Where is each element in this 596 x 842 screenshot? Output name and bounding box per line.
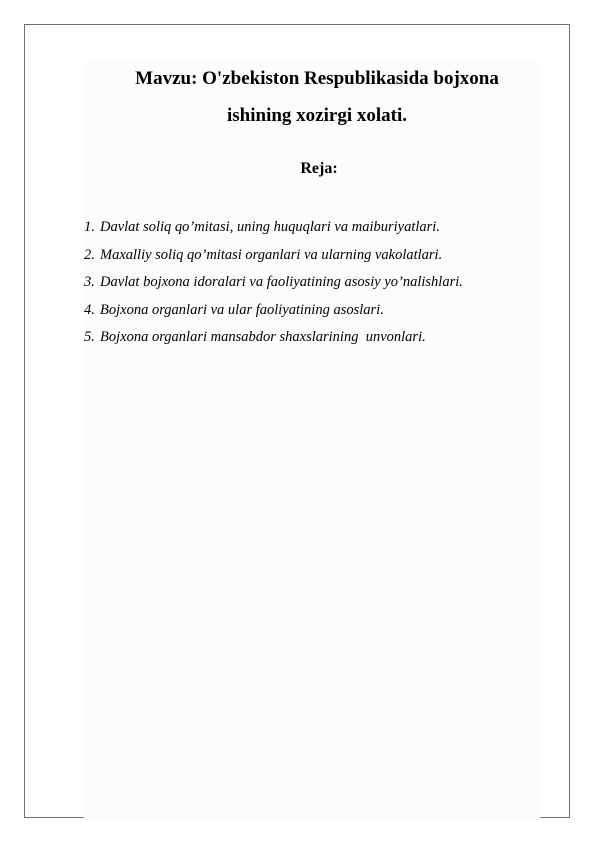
plan-item-number: 3. bbox=[84, 274, 95, 291]
document-title bbox=[84, 60, 550, 134]
plan-item bbox=[84, 324, 463, 352]
plan-item-text: Davlat soliq qo’mitasi, uning huquqlari va maiburiyatlari. bbox=[100, 219, 440, 235]
plan-list bbox=[84, 214, 463, 352]
plan-item-text: Davlat bojxona idoralari va faoliyatining asosiy yo’nalishlari. bbox=[100, 274, 463, 291]
plan-item-number: 2. bbox=[84, 246, 95, 263]
plan-item bbox=[84, 269, 463, 297]
plan-item-text: Bojxona organlari va ular faoliyatining asoslari. bbox=[100, 301, 384, 318]
plan-item-text: Maxalliy soliq qo’mitasi organlari va ularning vakolatlari. bbox=[100, 246, 443, 263]
plan-heading: Reja: bbox=[300, 160, 338, 177]
plan-item bbox=[84, 297, 463, 325]
plan-item-text: Bojxona organlari mansabdor shaxslarining unvonlari. bbox=[100, 329, 426, 346]
title-line-1: Mavzu: O'zbekiston Respublikasida bojxona bbox=[135, 68, 499, 89]
plan-item bbox=[84, 214, 463, 242]
plan-item-number: 4. bbox=[84, 301, 95, 318]
plan-item-number: 5. bbox=[84, 329, 95, 346]
plan-item-number: 1. bbox=[84, 219, 95, 235]
title-line-2: ishining xozirgi xolati. bbox=[227, 105, 407, 126]
plan-item bbox=[84, 242, 463, 270]
